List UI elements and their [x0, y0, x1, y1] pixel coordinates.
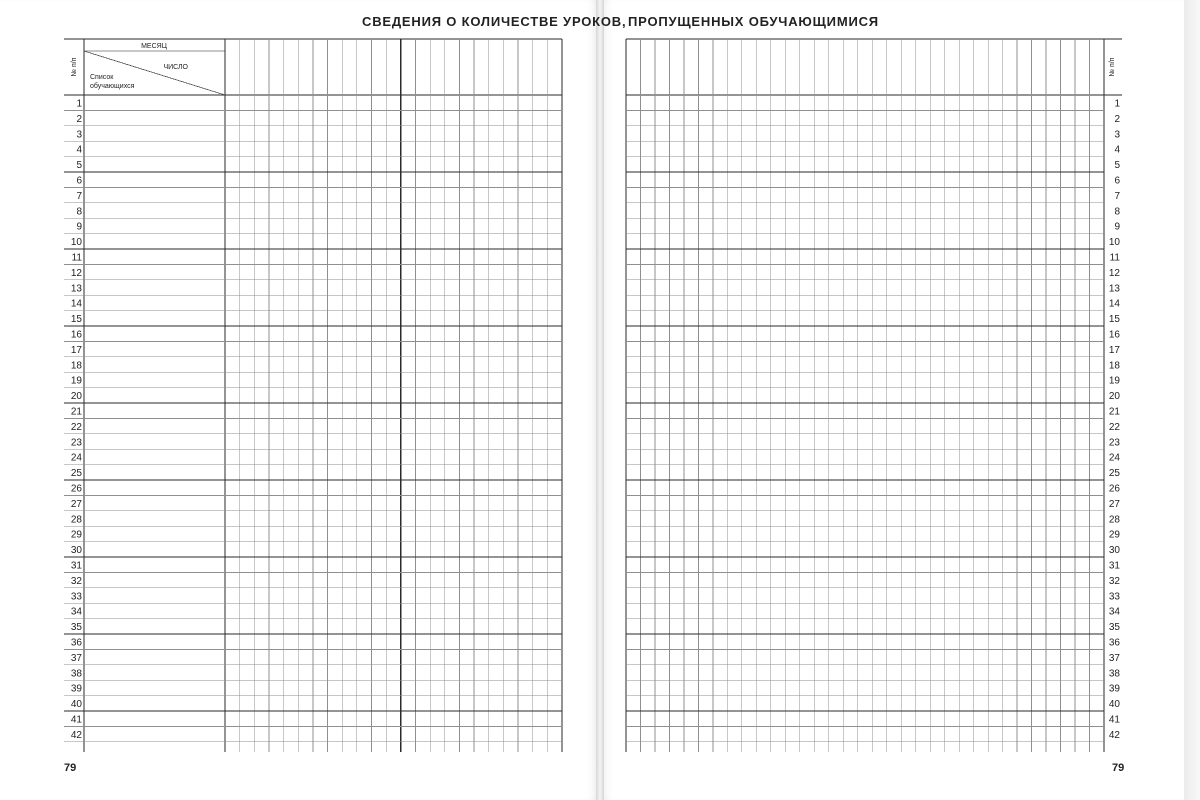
page-heading-left: СВЕДЕНИЯ О КОЛИЧЕСТВЕ УРОКОВ, [362, 14, 627, 29]
row-number: 42 [1108, 729, 1120, 741]
row-number: 17 [1108, 344, 1120, 356]
row-number: 5 [1114, 160, 1120, 172]
row-number: 22 [70, 421, 82, 433]
row-number: 27 [1108, 498, 1120, 510]
row-number: 22 [1108, 421, 1120, 433]
row-number: 4 [76, 144, 82, 156]
row-number: 16 [1108, 329, 1120, 341]
row-number: 39 [70, 683, 82, 695]
row-number: 11 [71, 252, 82, 264]
row-number: 17 [70, 344, 82, 356]
row-number: 15 [1108, 314, 1120, 326]
row-number: 9 [1114, 221, 1120, 233]
row-number-label: № п/п [1109, 57, 1116, 77]
row-number: 29 [1108, 529, 1120, 541]
row-number: 37 [70, 652, 82, 664]
row-number: 31 [1108, 560, 1120, 572]
row-number: 19 [70, 375, 82, 387]
row-number: 21 [1108, 406, 1120, 418]
row-number: 34 [70, 606, 82, 618]
row-number: 28 [1108, 514, 1120, 526]
row-number: 33 [1108, 591, 1120, 603]
row-number: 12 [1108, 267, 1120, 279]
row-number: 28 [70, 514, 82, 526]
row-number: 5 [76, 160, 82, 172]
row-number: 7 [76, 190, 82, 202]
row-number: 8 [1114, 206, 1120, 218]
row-number: 7 [1114, 190, 1120, 202]
page-heading-right: ПРОПУЩЕННЫХ ОБУЧАЮЩИМИСЯ [628, 14, 879, 29]
row-number: 33 [70, 591, 82, 603]
row-number: 25 [1108, 468, 1120, 480]
row-number: 19 [1108, 375, 1120, 387]
row-number: 2 [1114, 113, 1120, 125]
row-number: 40 [70, 699, 82, 711]
row-number: 16 [70, 329, 82, 341]
row-number: 14 [1108, 298, 1120, 310]
row-number: 39 [1108, 683, 1120, 695]
row-number: 9 [76, 221, 82, 233]
row-number: 6 [76, 175, 82, 187]
row-number: 26 [1108, 483, 1120, 495]
row-number: 6 [1114, 175, 1120, 187]
page-number-left: 79 [64, 762, 77, 774]
row-number: 10 [1108, 237, 1120, 249]
row-number: 37 [1108, 652, 1120, 664]
row-number: 31 [70, 560, 82, 572]
row-number: 18 [70, 360, 82, 372]
row-number: 23 [70, 437, 82, 449]
day-label: ЧИСЛО [163, 64, 188, 71]
row-number: 21 [70, 406, 82, 418]
row-number: 15 [70, 314, 82, 326]
row-number: 25 [70, 468, 82, 480]
row-number: 35 [70, 622, 82, 634]
row-number: 32 [70, 575, 82, 587]
row-number: 14 [70, 298, 82, 310]
row-number: 23 [1108, 437, 1120, 449]
row-number: 30 [70, 545, 82, 557]
row-number: 38 [70, 668, 82, 680]
row-number: 26 [70, 483, 82, 495]
row-number: 41 [1108, 714, 1120, 726]
row-number: 38 [1108, 668, 1120, 680]
row-number: 29 [70, 529, 82, 541]
row-number: 35 [1108, 622, 1120, 634]
row-number: 12 [70, 267, 82, 279]
row-number: 34 [1108, 606, 1120, 618]
month-label: МЕСЯЦ [141, 43, 167, 50]
row-number: 8 [76, 206, 82, 218]
row-number: 1 [76, 98, 82, 110]
row-number: 24 [70, 452, 82, 464]
row-number: 24 [1108, 452, 1120, 464]
row-number: 10 [70, 237, 82, 249]
row-number: 41 [70, 714, 82, 726]
row-number: 30 [1108, 545, 1120, 557]
row-number: 1 [1114, 98, 1120, 110]
row-number: 20 [70, 391, 82, 403]
row-number: 13 [1108, 283, 1120, 295]
row-number-label: № п/п [71, 57, 78, 77]
page-number-right: 79 [1112, 762, 1125, 774]
row-number: 36 [1108, 637, 1120, 649]
students-label: Список [90, 74, 114, 81]
students-label: обучающихся [90, 83, 135, 90]
row-number: 3 [1114, 129, 1120, 141]
row-number: 18 [1108, 360, 1120, 372]
row-number: 40 [1108, 699, 1120, 711]
row-number: 11 [1109, 252, 1120, 264]
row-number: 2 [76, 113, 82, 125]
row-number: 20 [1108, 391, 1120, 403]
row-number: 27 [70, 498, 82, 510]
row-number: 3 [76, 129, 82, 141]
row-number: 42 [70, 729, 82, 741]
row-number: 13 [70, 283, 82, 295]
row-number: 4 [1114, 144, 1120, 156]
row-number: 36 [70, 637, 82, 649]
row-number: 32 [1108, 575, 1120, 587]
